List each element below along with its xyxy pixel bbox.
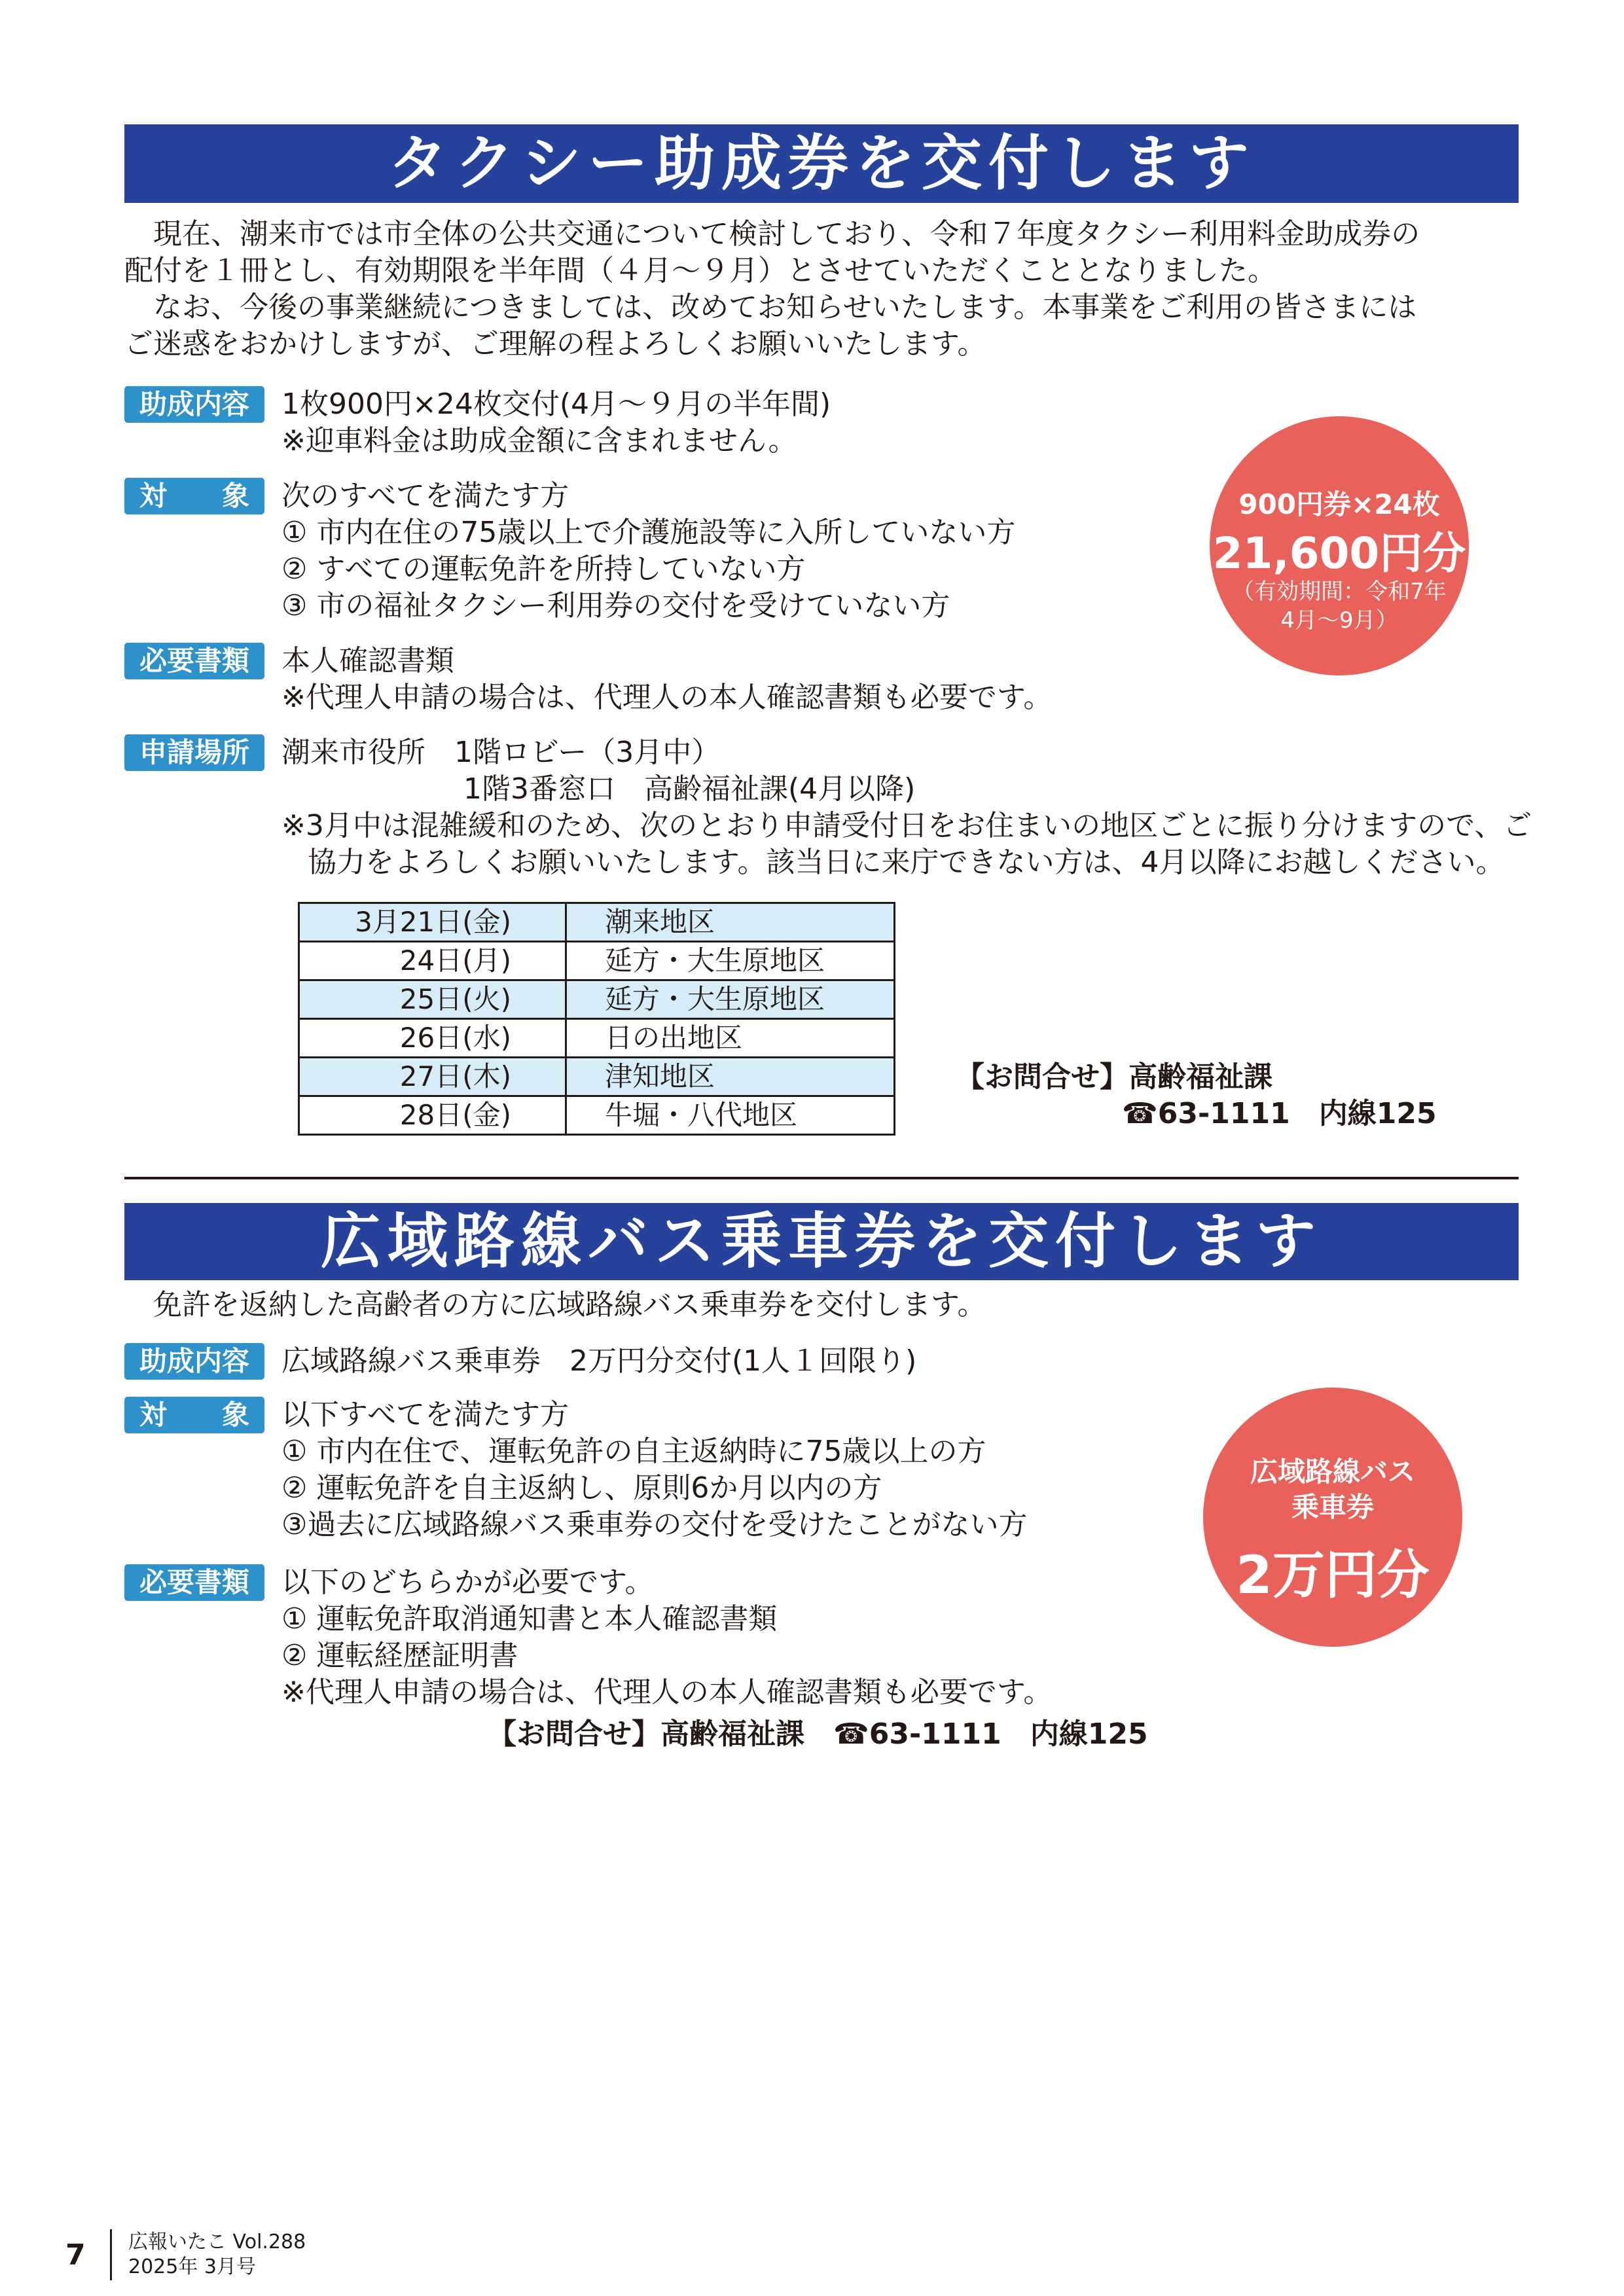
taxi-tag-target: 対 象 [124, 478, 264, 514]
taxi-place-line-1: 潮来市役所 1階ロビー（3月中） [281, 736, 721, 769]
taxi-target-line-1: 次のすべてを満たす方 [281, 479, 569, 512]
table-row [299, 1019, 895, 1058]
schedule-date: 26日(水) [299, 1019, 566, 1058]
schedule-table [298, 902, 895, 1136]
table-row [299, 903, 895, 942]
schedule-date: 28日(金) [299, 1096, 566, 1135]
bus-badge-line-3: 2万円分 [1236, 1545, 1430, 1605]
taxi-note-line-1: ※3月中は混雑緩和のため、次のとおり申請受付日をお住まいの地区ごとに振り分けますので、ご [281, 809, 1532, 842]
taxi-badge-line-3: （有効期間：令和7年 [1232, 579, 1447, 605]
bus-target-line-4: ③過去に広域路線バス乗車券の交付を受けたことがない方 [281, 1508, 1028, 1541]
taxi-intro-line-2: 配付を１冊とし、有効期限を半年間（４月～９月）とさせていただくこととなりました。 [124, 254, 1276, 287]
bus-target-line-3: ② 運転免許を自主返納し、原則6か月以内の方 [281, 1471, 882, 1505]
section-divider [124, 1177, 1519, 1179]
taxi-intro-line-4: ご迷惑をおかけしますが、ご理解の程よろしくお願いいたします。 [124, 327, 986, 361]
bus-tag-target: 対 象 [124, 1397, 264, 1433]
taxi-tag-content: 助成内容 [124, 386, 264, 423]
taxi-content-line-2: ※迎車料金は助成金額に含まれません。 [281, 424, 797, 457]
taxi-docs-line-2: ※代理人申請の場合は、代理人の本人確認書類も必要です。 [281, 681, 1053, 714]
bus-contact: 【お問合せ】高齢福祉課 ☎63-1111 内線125 [488, 1717, 1148, 1751]
taxi-target-line-3: ② すべての運転免許を所持していない方 [281, 552, 806, 586]
footer-magazine: 広報いたこ Vol.288 [128, 2231, 306, 2253]
footer-divider [110, 2229, 112, 2280]
bus-docs-line-4: ※代理人申請の場合は、代理人の本人確認書類も必要です。 [281, 1676, 1053, 1709]
taxi-contact-label: 【お問合せ】高齢福祉課 [956, 1060, 1272, 1094]
taxi-intro-line-3: なお、今後の事業継続につきましては、改めてお知らせいたします。本事業をご利用の皆さまには [124, 291, 1417, 324]
schedule-date: 24日(月) [299, 942, 566, 980]
schedule-date: 3月21日(金) [299, 903, 566, 942]
bus-amount-badge [1203, 1388, 1462, 1647]
schedule-area: 津知地区 [566, 1058, 895, 1096]
bus-docs-line-3: ② 運転経歴証明書 [281, 1639, 518, 1672]
table-row [299, 1058, 895, 1096]
bus-docs-line-1: 以下のどちらかが必要です。 [281, 1566, 654, 1599]
bus-target-line-2: ① 市内在住で、運転免許の自主返納時に75歳以上の方 [281, 1435, 986, 1468]
taxi-badge-line-2: 21,600円分 [1212, 528, 1466, 579]
schedule-area: 潮来地区 [566, 903, 895, 942]
taxi-tag-docs: 必要書類 [124, 643, 264, 679]
taxi-content-line-1: 1枚900円×24枚交付(4月～９月の半年間) [281, 387, 831, 421]
taxi-contact-tel: ☎63-1111 内線125 [1122, 1097, 1437, 1130]
schedule-date: 27日(木) [299, 1058, 566, 1096]
bus-badge-line-2: 乗車券 [1291, 1491, 1374, 1523]
schedule-area: 延方・大生原地区 [566, 942, 895, 980]
schedule-date: 25日(火) [299, 980, 566, 1019]
bus-tag-docs: 必要書類 [124, 1564, 264, 1601]
bus-content-line: 広域路線バス乗車券 2万円分交付(1人１回限り) [281, 1344, 917, 1378]
taxi-note-line-2: 協力をよろしくお願いいたします。該当日に来庁できない方は、4月以降にお越しください。 [308, 846, 1505, 879]
taxi-amount-badge [1210, 416, 1469, 675]
taxi-badge-line-4: 4月～9月） [1280, 607, 1398, 634]
bus-tag-content: 助成内容 [124, 1343, 264, 1380]
bus-target-line-1: 以下すべてを満たす方 [281, 1398, 569, 1431]
schedule-area: 日の出地区 [566, 1019, 895, 1058]
taxi-target-line-2: ① 市内在住の75歳以上で介護施設等に入所していない方 [281, 516, 1016, 549]
footer-issue-date: 2025年 3月号 [128, 2255, 256, 2278]
schedule-area: 延方・大生原地区 [566, 980, 895, 1019]
schedule-area: 牛堀・八代地区 [566, 1096, 895, 1135]
bus-intro: 免許を返納した高齢者の方に広域路線バス乗車券を交付します。 [124, 1288, 986, 1321]
taxi-place-line-2: 1階3番窓口 高齢福祉課(4月以降) [463, 772, 916, 806]
table-row [299, 1096, 895, 1135]
bus-docs-line-2: ① 運転免許取消通知書と本人確認書類 [281, 1602, 778, 1636]
taxi-docs-line-1: 本人確認書類 [281, 644, 454, 677]
taxi-tag-place: 申請場所 [124, 734, 264, 771]
table-row [299, 980, 895, 1019]
bus-section-title: 広域路線バス乗車券を交付します [124, 1203, 1519, 1280]
taxi-intro-line-1: 現在、潮来市では市全体の公共交通について検討しており、令和７年度タクシー利用料金助成券の [124, 217, 1420, 251]
taxi-target-line-4: ③ 市の福祉タクシー利用券の交付を受けていない方 [281, 589, 950, 622]
table-row [299, 942, 895, 980]
taxi-badge-line-1: 900円券×24枚 [1238, 488, 1440, 520]
taxi-section-title: タクシー助成券を交付します [124, 124, 1519, 203]
page-number: 7 [65, 2238, 86, 2272]
bus-badge-line-1: 広域路線バス [1250, 1456, 1415, 1488]
